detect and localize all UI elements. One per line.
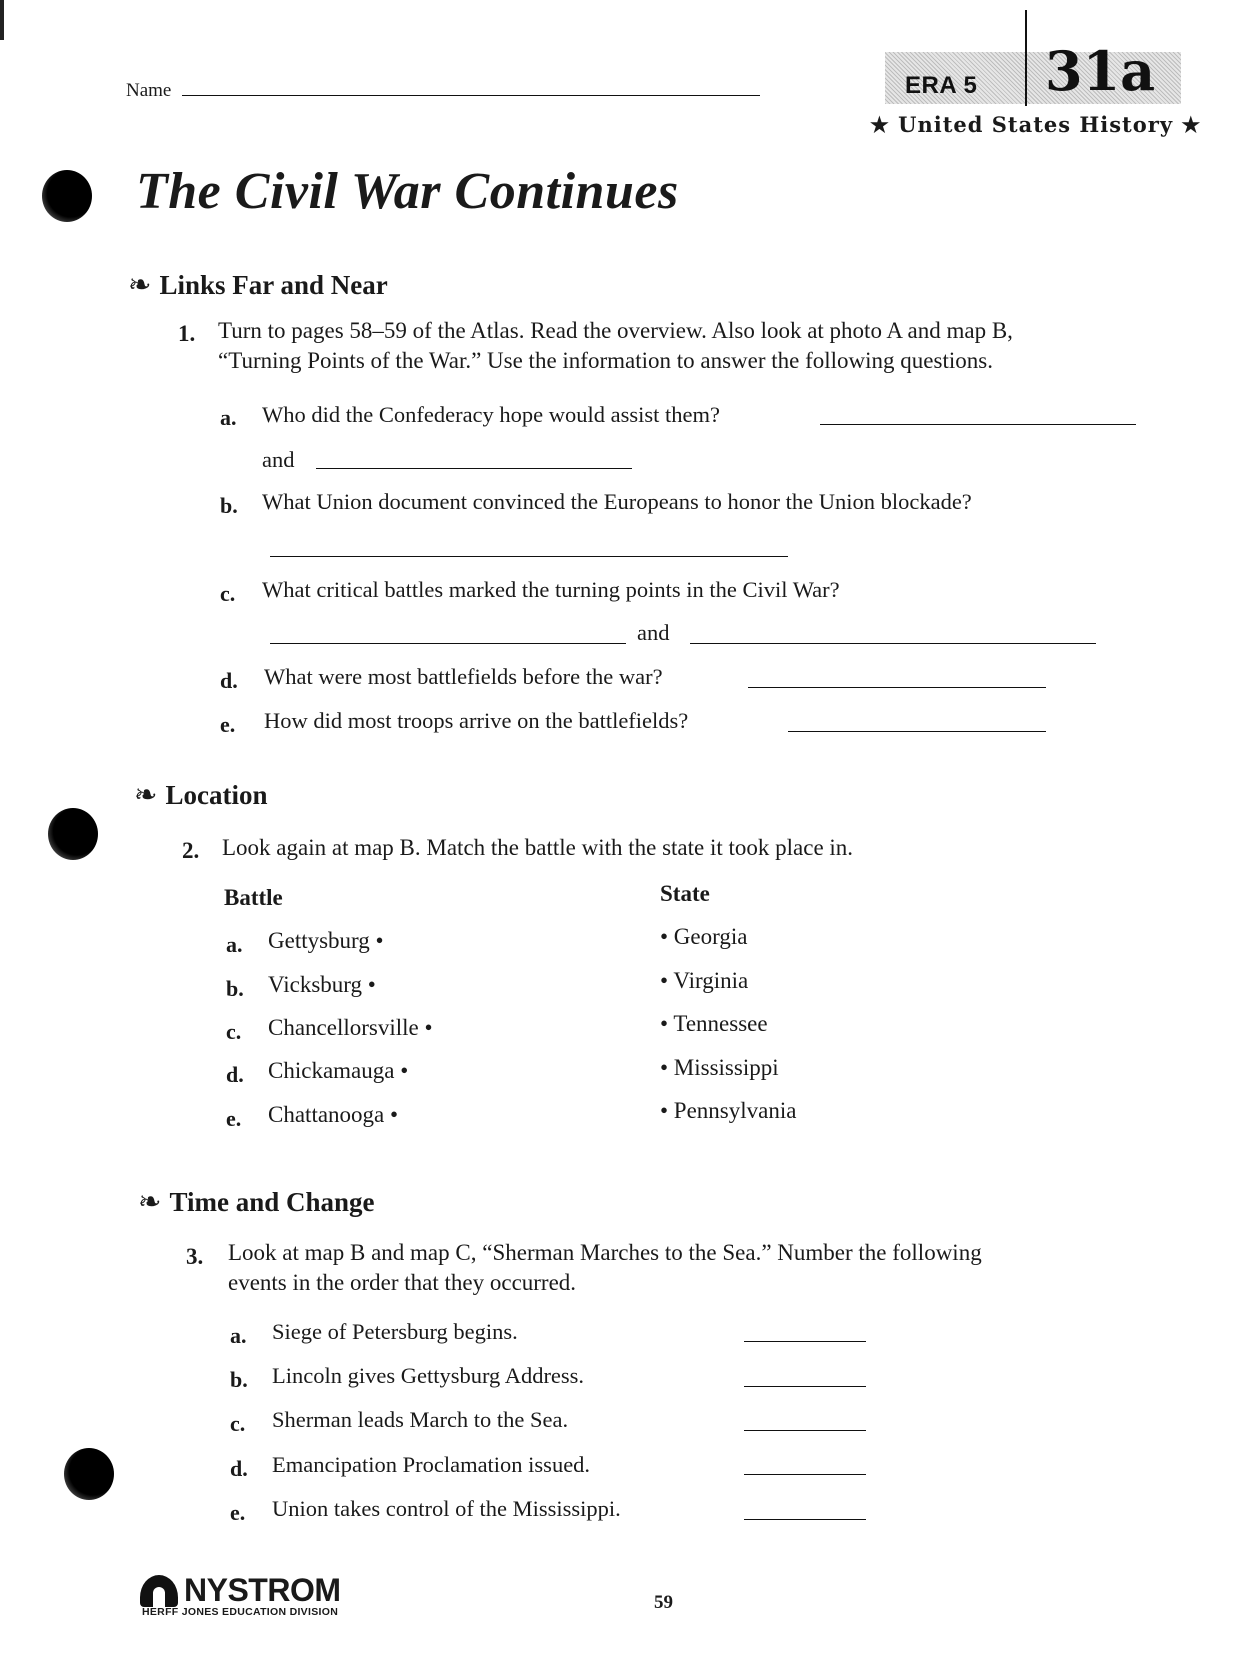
answer-blank-1d[interactable] bbox=[748, 687, 1046, 688]
era-divider bbox=[1025, 10, 1027, 106]
section-heading-label: Links Far and Near bbox=[159, 270, 388, 300]
question-2-text: Look again at map B. Match the battle with the state it took place in. bbox=[222, 835, 854, 860]
item-letter: b. bbox=[220, 493, 238, 518]
worksheet-number: 31a bbox=[1045, 39, 1156, 103]
answer-blank-1c-1[interactable] bbox=[270, 643, 626, 644]
state-item[interactable]: • Tennessee bbox=[660, 1011, 768, 1036]
battle-item[interactable]: Chancellorsville • bbox=[268, 1015, 433, 1040]
order-blank-b[interactable] bbox=[744, 1386, 866, 1387]
question-number: 3. bbox=[186, 1244, 204, 1269]
answer-blank-1a-1[interactable] bbox=[820, 424, 1136, 425]
item-letter: e. bbox=[220, 712, 236, 737]
event-text: Siege of Petersburg begins. bbox=[272, 1319, 518, 1344]
answer-blank-1e[interactable] bbox=[788, 731, 1046, 732]
item-letter: d. bbox=[220, 668, 238, 693]
question-3-line-2: events in the order that they occurred. bbox=[228, 1270, 577, 1295]
event-text: Lincoln gives Gettysburg Address. bbox=[272, 1363, 585, 1388]
era-label: ERA 5 bbox=[905, 72, 978, 99]
battle-column-header: Battle bbox=[224, 885, 283, 910]
state-item[interactable]: • Georgia bbox=[660, 924, 748, 949]
order-blank-e[interactable] bbox=[744, 1519, 866, 1520]
name-label: Name bbox=[126, 80, 172, 101]
battle-item[interactable]: Gettysburg • bbox=[268, 928, 384, 953]
section-heading-links bbox=[128, 270, 388, 301]
battle-item[interactable]: Chickamauga • bbox=[268, 1058, 409, 1083]
section-heading-label: Time and Change bbox=[169, 1187, 375, 1217]
item-letter: c. bbox=[220, 581, 236, 606]
punch-hole-bottom bbox=[64, 1448, 114, 1500]
item-letter: a. bbox=[226, 932, 243, 957]
nystrom-logo-icon bbox=[140, 1575, 178, 1607]
event-text: Sherman leads March to the Sea. bbox=[272, 1407, 569, 1432]
fleuron-icon: ❧ bbox=[128, 269, 152, 301]
binding-edge bbox=[0, 0, 4, 40]
item-letter: c. bbox=[230, 1411, 246, 1436]
punch-hole-top bbox=[42, 170, 92, 222]
answer-blank-1c-2[interactable] bbox=[690, 643, 1096, 644]
state-item[interactable]: • Mississippi bbox=[660, 1055, 779, 1080]
item-letter: a. bbox=[220, 405, 237, 430]
state-column-header: State bbox=[660, 881, 710, 906]
logo-subtitle: HERFF JONES EDUCATION DIVISION bbox=[142, 1606, 339, 1618]
answer-blank-1b[interactable] bbox=[270, 556, 788, 557]
section-heading-time bbox=[138, 1187, 375, 1218]
name-field[interactable] bbox=[182, 95, 760, 96]
battle-item[interactable]: Vicksburg • bbox=[268, 972, 376, 997]
and-label: and bbox=[637, 620, 670, 645]
and-label: and bbox=[262, 447, 295, 472]
punch-hole-middle bbox=[48, 808, 98, 860]
item-letter: e. bbox=[226, 1106, 242, 1131]
item-letter: d. bbox=[226, 1062, 244, 1087]
state-item[interactable]: • Virginia bbox=[660, 968, 749, 993]
question-number: 1. bbox=[178, 321, 196, 346]
question-3-line-1: Look at map B and map C, “Sherman Marches to the Sea.” Number the following bbox=[228, 1240, 982, 1265]
page-number: 59 bbox=[654, 1592, 673, 1613]
question-1-line-2: “Turning Points of the War.” Use the information to answer the following questions. bbox=[218, 348, 993, 373]
item-letter: c. bbox=[226, 1019, 242, 1044]
fleuron-icon: ❧ bbox=[138, 1186, 162, 1218]
question-1d-text: What were most battlefields before the war? bbox=[264, 664, 663, 689]
question-1b-text: What Union document convinced the Europeans to honor the Union blockade? bbox=[262, 489, 972, 514]
item-letter: b. bbox=[226, 976, 244, 1001]
publisher-logo bbox=[140, 1572, 341, 1609]
item-letter: d. bbox=[230, 1456, 248, 1481]
section-heading-label: Location bbox=[165, 780, 268, 810]
state-item[interactable]: • Pennsylvania bbox=[660, 1098, 797, 1123]
fleuron-icon: ❧ bbox=[134, 779, 158, 811]
question-1c-text: What critical battles marked the turning points in the Civil War? bbox=[262, 577, 840, 602]
order-blank-a[interactable] bbox=[744, 1341, 866, 1342]
section-heading-location bbox=[134, 780, 267, 811]
order-blank-c[interactable] bbox=[744, 1430, 866, 1431]
question-number: 2. bbox=[182, 838, 200, 863]
event-text: Union takes control of the Mississippi. bbox=[272, 1496, 621, 1521]
question-1-line-1: Turn to pages 58–59 of the Atlas. Read the overview. Also look at photo A and map B, bbox=[218, 318, 1013, 343]
item-letter: a. bbox=[230, 1323, 247, 1348]
logo-text: NYSTROM bbox=[184, 1572, 341, 1608]
order-blank-d[interactable] bbox=[744, 1474, 866, 1475]
course-title: ★ United States History ★ bbox=[870, 112, 1202, 137]
battle-item[interactable]: Chattanooga • bbox=[268, 1102, 399, 1127]
item-letter: b. bbox=[230, 1367, 248, 1392]
question-1e-text: How did most troops arrive on the battlefields? bbox=[264, 708, 689, 733]
event-text: Emancipation Proclamation issued. bbox=[272, 1452, 591, 1477]
answer-blank-1a-2[interactable] bbox=[316, 468, 632, 469]
item-letter: e. bbox=[230, 1500, 246, 1525]
question-1a-text: Who did the Confederacy hope would assist them? bbox=[262, 402, 721, 427]
page-title: The Civil War Continues bbox=[136, 163, 679, 220]
